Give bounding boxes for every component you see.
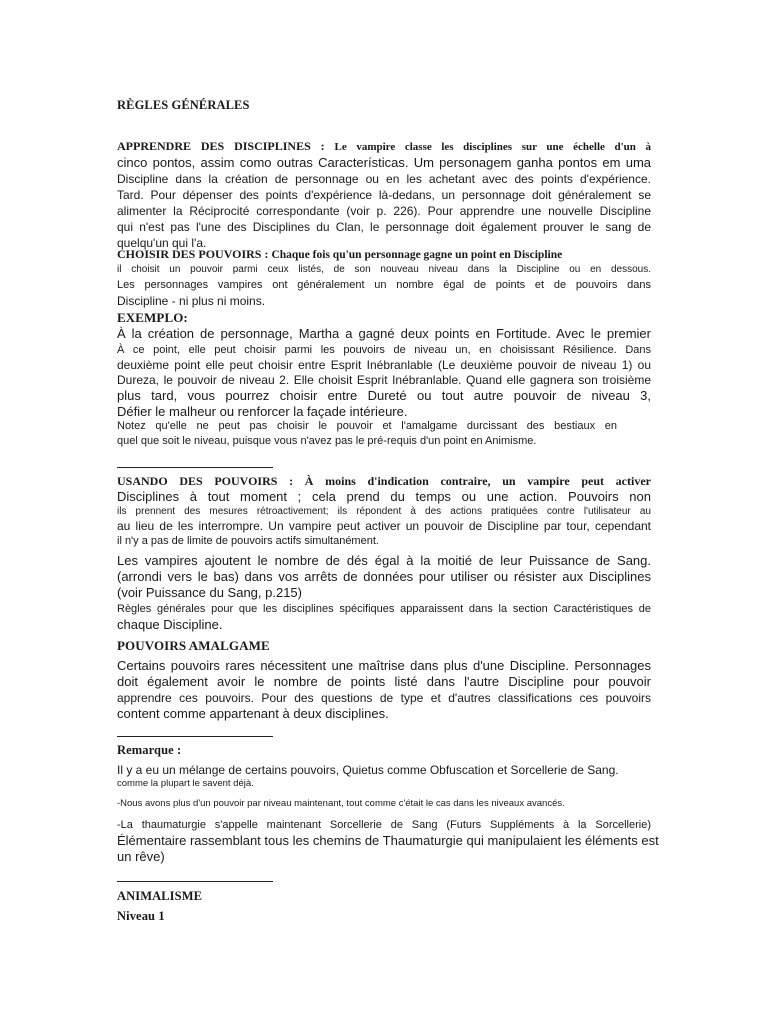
- choisir-line: il choisit un pouvoir parmi ceux listés, de son nouveau niveau dans la Discipline ou en dessous.: [117, 264, 651, 275]
- choisir-intro: [117, 247, 651, 263]
- apprendre-line: Tard. Pour dépenser des points d'expérience là-dedans, un personnage doit généralement se: [117, 188, 651, 202]
- remarque-line: un rêve): [117, 849, 165, 864]
- usando-regles-line: Règles générales pour que les disciplines spécifiques apparaissent dans la section Caractéristiques de: [117, 603, 651, 615]
- exemplo-line: À ce point, elle peut choisir parmi les pouvoirs de niveau un, en choisissant Résilience. Dans: [117, 344, 651, 356]
- section-amalgame: [117, 658, 651, 722]
- amalgame-heading: POUVOIRS AMALGAME: [117, 638, 270, 653]
- apprendre-heading: APPRENDRE DES DISCIPLINES :: [117, 139, 325, 153]
- usando-puissance-line: Les vampires ajoutent le nombre de dés égal à la moitié de leur Puissance de Sang.: [117, 553, 651, 568]
- section-apprendre: [117, 138, 651, 251]
- remarque-line: comme la plupart le savent déjà.: [117, 778, 254, 789]
- choisir-line: Les personnages vampires ont généralement un nombre égal de points et de pouvoirs dans: [117, 279, 651, 291]
- section-remarque: [117, 762, 651, 790]
- choisir-line: Discipline - ni plus ni moins.: [117, 294, 266, 308]
- remarque-thaumaturgie: [117, 818, 659, 865]
- apprendre-line: cinco pontos, assim como outras Características. Um personagem ganha pontos em uma: [117, 155, 651, 170]
- usando-line: ils prennent des mesures rétroactivement; ils répondent à des actions pratiquées contre l'utilisateur au: [117, 506, 651, 517]
- usando-lead: À moins d'indication contraire, un vampire peut activer: [304, 474, 651, 488]
- separator-line: [117, 736, 273, 737]
- amalgame-line: Certains pouvoirs rares nécessitent une maîtrise dans plus d'une Discipline. Personnages: [117, 658, 651, 673]
- choisir-lead: Chaque fois qu'un personnage gagne un point en Discipline: [271, 249, 563, 261]
- animalisme-niveau: Niveau 1: [117, 909, 165, 923]
- section-exemplo: [117, 310, 651, 420]
- section-title-regles: RÈGLES GÉNÉRALES: [117, 98, 250, 112]
- usando-line: il n'y a pas de limite de pouvoirs actifs simultanément.: [117, 535, 379, 547]
- apprendre-lead: Le vampire classe les disciplines sur une échelle d'un à: [334, 141, 652, 153]
- amalgame-line: doit également avoir le nombre de points listé dans l'autre Discipline pour pouvoir: [117, 674, 651, 689]
- remarque-line: Il y a eu un mélange de certains pouvoirs, Quietus comme Obfuscation et Sorcellerie de Sang.: [117, 763, 619, 777]
- remarque-line: Élémentaire rassemblant tous les chemins de Thaumaturgie qui manipulaient les éléments est: [117, 833, 659, 848]
- apprendre-intro: [117, 138, 651, 155]
- exemplo-line: plus tard, vous pourrez choisir entre Dureté ou tout autre pouvoir de niveau 3,: [117, 388, 651, 403]
- remarque-niveaux: [117, 798, 651, 810]
- usando-line: au lieu de les interrompre. Un vampire peut activer un pouvoir de Discipline par tour, cependant: [117, 519, 651, 533]
- usando-puissance-line: (voir Puissance du Sang, p.215): [117, 585, 302, 600]
- usando-puissance: [117, 553, 651, 601]
- separator-line: [117, 467, 273, 468]
- usando-puissance-line: (arrondi vers le bas) dans vos arrêts de données pour utiliser ou résister aux Disciplines: [117, 569, 651, 584]
- apprendre-line: qui n'est pas l'une des Disciplines du Clan, le personnage doit également prouver le sang de: [117, 220, 651, 234]
- apprendre-line: alimenter la Réciprocité correspondante (voir p. 226). Pour apprendre une nouvelle Discipline: [117, 204, 651, 218]
- section-usando: [117, 473, 651, 548]
- amalgame-line: content comme appartenant à deux disciplines.: [117, 706, 389, 721]
- remarque-heading: Remarque :: [117, 743, 182, 757]
- usando-regles: [117, 602, 651, 633]
- apprendre-line: Discipline dans la création de personnage ou en les achetant avec des points d'expérience.: [117, 172, 651, 186]
- usando-line: Disciplines à tout moment ; cela prend du temps ou une action. Pouvoirs non: [117, 489, 651, 504]
- remarque-line: -Nous avons plus d'un pouvoir par niveau maintenant, tout comme c'était le cas dans les niveaux avancés.: [117, 798, 565, 809]
- section-choisir: [117, 247, 651, 309]
- choisir-heading: CHOISIR DES POUVOIRS :: [117, 247, 269, 261]
- amalgame-line: apprendre ces pouvoirs. Pour des questions de type et d'autres classifications ces pouvoirs: [117, 691, 651, 705]
- exemplo-note-line: quel que soit le niveau, puisque vous n'avez pas le pré-requis d'un point en Animisme.: [117, 435, 537, 447]
- exemplo-heading: EXEMPLO:: [117, 310, 188, 325]
- apprendre-line: quelqu'un qui l'a.: [117, 236, 207, 250]
- separator-line: [117, 881, 273, 882]
- exemplo-note: [117, 419, 617, 449]
- usando-regles-line: chaque Discipline.: [117, 617, 223, 632]
- exemplo-note-line: Notez qu'elle ne peut pas choisir le pouvoir et l'amalgame durcissant des bestiaux en: [117, 420, 617, 432]
- animalisme-heading: ANIMALISME: [117, 889, 203, 903]
- usando-intro: [117, 473, 651, 489]
- exemplo-line: Dureza, le pouvoir de niveau 2. Elle choisit Esprit Inébranlable. Quand elle gagnera son troisième: [117, 373, 651, 387]
- exemplo-line: deuxième point elle peut choisir entre Esprit Inébranlable (Le deuxième pouvoir de niveau 1) ou: [117, 358, 651, 372]
- exemplo-line: Défier le malheur ou renforcer la façade intérieure.: [117, 404, 408, 419]
- usando-heading: USANDO DES POUVOIRS :: [117, 474, 294, 488]
- remarque-line: -La thaumaturgie s'appelle maintenant Sorcellerie de Sang (Futurs Suppléments à la Sorcellerie): [117, 819, 651, 831]
- exemplo-line: À la création de personnage, Martha a gagné deux points en Fortitude. Avec le premier: [117, 326, 651, 341]
